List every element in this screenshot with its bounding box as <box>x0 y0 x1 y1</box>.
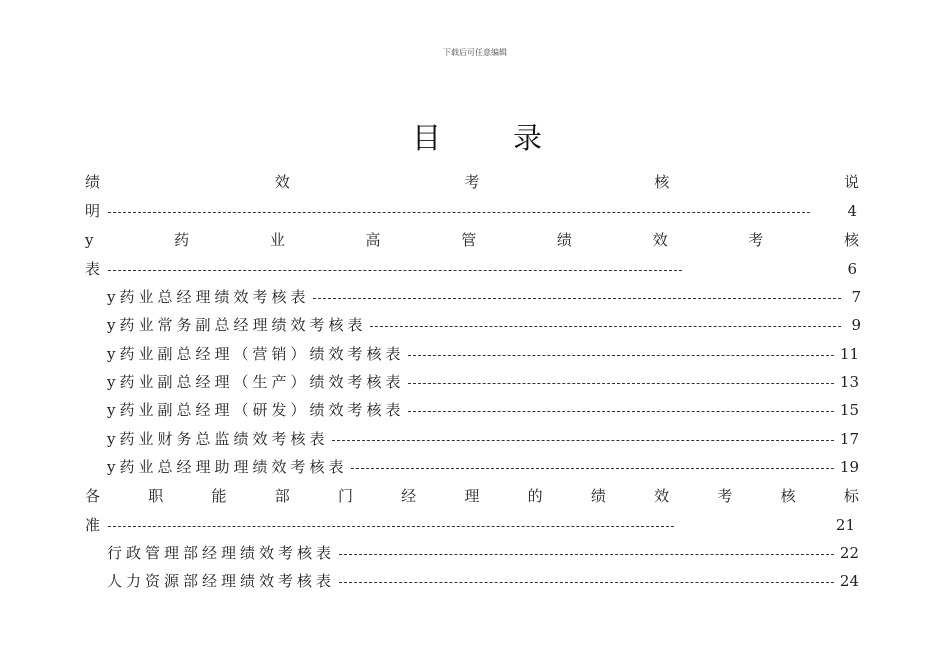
toc-entry-label: 准 <box>85 516 105 534</box>
toc-page-number: 6 <box>847 260 857 278</box>
title-char-2: 录 <box>512 121 542 155</box>
leader-dots <box>108 212 810 213</box>
toc-entry-4[interactable] <box>107 313 861 337</box>
toc-entry-9[interactable] <box>107 455 859 479</box>
toc-page-number: 22 <box>839 544 859 562</box>
toc-char: 管 <box>461 231 477 249</box>
leader-dots <box>332 440 833 441</box>
toc-page-number: 15 <box>839 401 859 419</box>
toc-entry-label: y药业副总经理（营销）绩效考核表 <box>107 345 405 363</box>
toc-char: 效 <box>652 231 668 249</box>
toc-char: 核 <box>780 487 796 505</box>
toc-entry-label: y药业财务总监绩效考核表 <box>107 430 329 448</box>
toc-char: 核 <box>654 173 670 191</box>
toc-page-number: 17 <box>839 430 859 448</box>
toc-char: 药 <box>174 231 190 249</box>
toc-page-number: 11 <box>839 345 859 363</box>
toc-entry-label: y药业常务副总经理绩效考核表 <box>107 316 367 334</box>
toc-char: 部 <box>274 487 290 505</box>
toc-entry-label: y药业副总经理（研发）绩效考核表 <box>107 401 405 419</box>
toc-char: 业 <box>269 231 285 249</box>
toc-char: 理 <box>464 487 480 505</box>
toc-char: 考 <box>748 231 764 249</box>
leader-dots <box>351 468 833 469</box>
toc-char: 能 <box>211 487 227 505</box>
toc-char: 标 <box>843 487 859 505</box>
toc-entry-5[interactable] <box>107 342 859 366</box>
toc-char: 职 <box>148 487 164 505</box>
toc-entry-2-line2[interactable] <box>85 257 857 281</box>
toc-char: 考 <box>717 487 733 505</box>
toc-entry-2-line1[interactable] <box>85 228 859 252</box>
toc-char: 绩 <box>556 231 572 249</box>
toc-entry-label: 明 <box>85 202 105 220</box>
toc-entry-8[interactable] <box>107 427 859 451</box>
toc-page-number: 24 <box>839 572 859 590</box>
toc-char: 效 <box>654 487 670 505</box>
toc-entry-11[interactable] <box>107 541 859 565</box>
toc-char: 核 <box>843 231 859 249</box>
leader-dots <box>108 270 682 271</box>
leader-dots <box>408 383 833 384</box>
leader-dots <box>313 298 841 299</box>
toc-char: 高 <box>365 231 381 249</box>
page-title <box>412 118 542 158</box>
toc-char: 说 <box>843 173 859 191</box>
toc-page-number: 9 <box>851 316 861 334</box>
leader-dots <box>408 355 833 356</box>
toc-entry-1-line1[interactable] <box>85 170 859 194</box>
leader-dots <box>408 411 833 412</box>
toc-page-number: 13 <box>839 373 859 391</box>
toc-entry-10-line1[interactable] <box>85 484 859 508</box>
toc-entry-label: 行政管理部经理绩效考核表 <box>107 544 336 562</box>
toc-entry-12[interactable] <box>107 569 859 593</box>
leader-dots <box>339 554 834 555</box>
toc-entry-10-line2[interactable] <box>85 513 855 537</box>
toc-page-number: 7 <box>851 288 861 306</box>
toc-char: 经 <box>401 487 417 505</box>
leader-dots <box>339 582 834 583</box>
toc-char: 绩 <box>590 487 606 505</box>
toc-entry-label: y药业总经理助理绩效考核表 <box>107 458 348 476</box>
toc-char: 绩 <box>85 173 101 191</box>
toc-entry-1-line2[interactable] <box>85 199 857 223</box>
toc-entry-label: 人力资源部经理绩效考核表 <box>107 572 336 590</box>
toc-entry-7[interactable] <box>107 398 859 422</box>
toc-entry-label: 表 <box>85 260 105 278</box>
leader-dots <box>370 326 841 327</box>
title-char-1: 目 <box>412 121 442 155</box>
toc-char: 的 <box>527 487 543 505</box>
toc-char: 效 <box>274 173 290 191</box>
toc-page-number: 19 <box>839 458 859 476</box>
toc-entry-label: y药业总经理绩效考核表 <box>107 288 310 306</box>
page-header: 下载后可任意编辑 <box>443 48 507 57</box>
toc-entry-3[interactable] <box>107 285 861 309</box>
toc-page-number: 21 <box>835 516 855 534</box>
toc-char: 门 <box>337 487 353 505</box>
toc-entry-label: y药业副总经理（生产）绩效考核表 <box>107 373 405 391</box>
toc-page-number: 4 <box>847 202 857 220</box>
toc-char: 各 <box>85 487 101 505</box>
leader-dots <box>108 526 674 527</box>
toc-entry-6[interactable] <box>107 370 859 394</box>
toc-char: y <box>85 231 94 249</box>
toc-char: 考 <box>464 173 480 191</box>
